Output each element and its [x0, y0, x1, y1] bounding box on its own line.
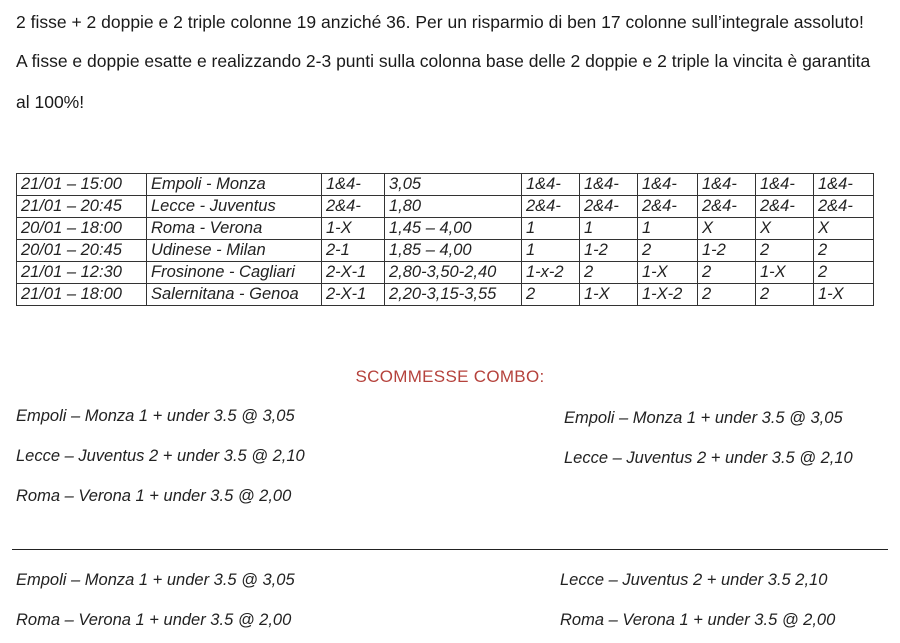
table-cell: 1 [522, 240, 580, 262]
table-cell: Frosinone - Cagliari [147, 262, 322, 284]
table-cell: 1-X-2 [638, 284, 698, 306]
table-cell: X [698, 218, 756, 240]
table-cell: 1&4- [638, 174, 698, 196]
table-cell: 1-X [638, 262, 698, 284]
table-cell: 21/01 – 12:30 [17, 262, 147, 284]
table-cell: 1,85 – 4,00 [385, 240, 522, 262]
table-cell: 21/01 – 15:00 [17, 174, 147, 196]
combo-lower-right-2: Roma – Verona 1 + under 3.5 @ 2,00 [560, 611, 836, 629]
table-cell: 2 [814, 240, 874, 262]
table-cell: X [814, 218, 874, 240]
table-cell: 21/01 – 18:00 [17, 284, 147, 306]
table-cell: 2 [580, 262, 638, 284]
table-cell: Udinese - Milan [147, 240, 322, 262]
table-cell: Roma - Verona [147, 218, 322, 240]
table-cell: 1 [580, 218, 638, 240]
combo-upper-left-2: Lecce – Juventus 2 + under 3.5 @ 2,10 [16, 447, 305, 465]
combo-upper-right-2: Lecce – Juventus 2 + under 3.5 @ 2,10 [564, 449, 853, 467]
table-cell: 1,45 – 4,00 [385, 218, 522, 240]
table-cell: 1&4- [756, 174, 814, 196]
table-cell: 2,20-3,15-3,55 [385, 284, 522, 306]
table-cell: 2 [698, 284, 756, 306]
combo-title: SCOMMESSE COMBO: [355, 367, 545, 386]
table-row [17, 218, 874, 240]
table-cell: 1-X [814, 284, 874, 306]
table-cell: 1-2 [698, 240, 756, 262]
table-row [17, 174, 874, 196]
combo-lower-right-1: Lecce – Juventus 2 + under 3.5 2,10 [560, 571, 828, 589]
table-cell: 2,80-3,50-2,40 [385, 262, 522, 284]
table-cell: 20/01 – 18:00 [17, 218, 147, 240]
section-divider [12, 549, 888, 550]
table-cell: 2&4- [756, 196, 814, 218]
table-cell: 2&4- [814, 196, 874, 218]
table-cell: 2 [522, 284, 580, 306]
table-cell: 2&4- [698, 196, 756, 218]
table-cell: 1 [522, 218, 580, 240]
table-cell: X [756, 218, 814, 240]
intro-line-1: 2 fisse + 2 doppie e 2 triple colonne 19 anziché 36. Per un risparmio di ben 17 colonne sull’integrale assoluto! [16, 12, 864, 32]
table-row [17, 262, 874, 284]
table-cell: 21/01 – 20:45 [17, 196, 147, 218]
table-cell: 1-X [580, 284, 638, 306]
table-cell: 1&4- [322, 174, 385, 196]
table-cell: 2&4- [580, 196, 638, 218]
table-cell: 1&4- [698, 174, 756, 196]
table-cell: 1&4- [580, 174, 638, 196]
table-cell: 1,80 [385, 196, 522, 218]
table-cell: 2-X-1 [322, 284, 385, 306]
combo-lower-left-2: Roma – Verona 1 + under 3.5 @ 2,00 [16, 611, 292, 629]
schedule-table [16, 173, 874, 306]
table-cell: 2 [756, 240, 814, 262]
table-cell: Lecce - Juventus [147, 196, 322, 218]
table-cell: 2-1 [322, 240, 385, 262]
table-cell: 2 [698, 262, 756, 284]
combo-upper-right-1: Empoli – Monza 1 + under 3.5 @ 3,05 [564, 409, 843, 427]
table-cell: 1&4- [814, 174, 874, 196]
table-cell: 1&4- [522, 174, 580, 196]
table-cell: Salernitana - Genoa [147, 284, 322, 306]
table-cell: 2-X-1 [322, 262, 385, 284]
table-cell: 1-X [322, 218, 385, 240]
table-cell: 2&4- [322, 196, 385, 218]
intro-line-3: al 100%! [16, 92, 85, 112]
combo-upper-left-3: Roma – Verona 1 + under 3.5 @ 2,00 [16, 487, 292, 505]
table-cell: 2&4- [522, 196, 580, 218]
intro-line-2: A fisse e doppie esatte e realizzando 2-3 punti sulla colonna base delle 2 doppie e 2 triple la vincita è garantita [16, 51, 871, 71]
table-cell: 1-X [756, 262, 814, 284]
table-cell: 1-2 [580, 240, 638, 262]
table-cell: 3,05 [385, 174, 522, 196]
combo-lower-left-1: Empoli – Monza 1 + under 3.5 @ 3,05 [16, 571, 295, 589]
table-cell: 1-x-2 [522, 262, 580, 284]
table-cell: 2 [638, 240, 698, 262]
table-cell: 2 [756, 284, 814, 306]
table-row [17, 240, 874, 262]
table-cell: Empoli - Monza [147, 174, 322, 196]
table-cell: 20/01 – 20:45 [17, 240, 147, 262]
table-cell: 1 [638, 218, 698, 240]
table-cell: 2 [814, 262, 874, 284]
table-row [17, 284, 874, 306]
combo-upper-left-1: Empoli – Monza 1 + under 3.5 @ 3,05 [16, 407, 295, 425]
table-row [17, 196, 874, 218]
table-cell: 2&4- [638, 196, 698, 218]
